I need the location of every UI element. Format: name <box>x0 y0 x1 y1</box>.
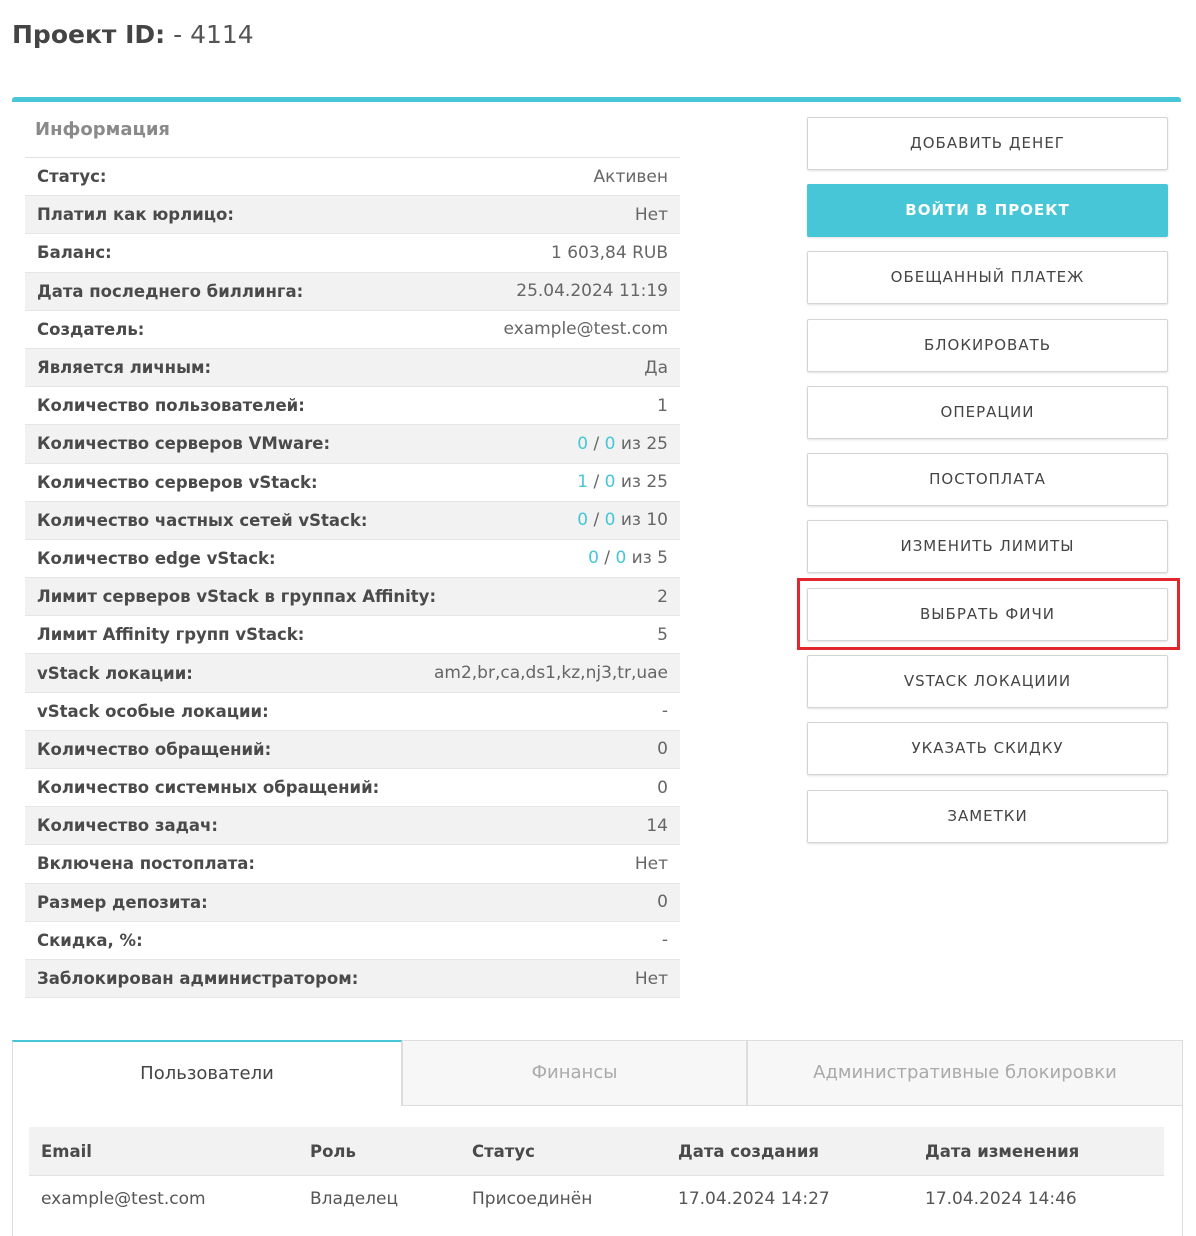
info-value <box>577 510 668 530</box>
info-label: Количество задач: <box>37 816 218 836</box>
info-value <box>577 434 668 454</box>
info-label: Размер депозита: <box>37 892 208 912</box>
info-row-tickets <box>25 731 680 769</box>
vstack-edge-link-b[interactable]: 0 <box>615 548 627 569</box>
info-label: Скидка, %: <box>37 930 143 950</box>
page-title-label: Проект ID: <box>12 20 166 49</box>
tabs-section <box>12 1040 1183 1236</box>
info-value <box>577 472 668 492</box>
info-label: vStack особые локации: <box>37 701 269 721</box>
tab-admin-blocks[interactable]: Административные блокировки <box>747 1040 1183 1106</box>
info-value: 0 <box>657 892 668 913</box>
col-status: Статус <box>460 1127 666 1176</box>
info-label: Является личным: <box>37 358 212 378</box>
info-value: 5 <box>657 624 668 645</box>
info-label: Дата последнего биллинга: <box>37 281 304 301</box>
info-heading: Информация <box>25 110 680 158</box>
info-row-personal <box>25 349 680 387</box>
tasks-count-link[interactable]: 14 <box>646 815 668 836</box>
info-value: - <box>661 930 668 951</box>
info-label: Статус: <box>37 167 107 187</box>
info-label: Включена постоплата: <box>37 854 256 874</box>
vmware-servers-link-b[interactable]: 0 <box>604 433 616 454</box>
separator: / <box>588 472 605 493</box>
project-id: - 4114 <box>173 20 254 49</box>
info-value: 25.04.2024 11:19 <box>516 281 668 302</box>
add-money-button[interactable]: ДОБАВИТЬ ДЕНЕГ <box>807 117 1168 170</box>
col-role: Роль <box>298 1127 460 1176</box>
info-row-status <box>25 158 680 196</box>
limit-text: из 25 <box>615 433 668 454</box>
info-value: Нет <box>634 204 668 225</box>
info-label: Количество обращений: <box>37 739 272 759</box>
promised-payment-button[interactable]: ОБЕЩАННЫЙ ПЛАТЕЖ <box>807 251 1168 304</box>
page-title <box>12 20 254 49</box>
info-value: 1 603,84 RUB <box>550 242 668 263</box>
table-header-row <box>29 1127 1164 1176</box>
info-value: Активен <box>593 166 668 187</box>
limit-text: из 25 <box>615 472 668 493</box>
info-value: Нет <box>634 968 668 989</box>
block-button[interactable]: БЛОКИРОВАТЬ <box>807 319 1168 372</box>
info-row-vstack-edge <box>25 540 680 578</box>
separator: / <box>588 433 605 454</box>
tickets-count-link[interactable]: 0 <box>657 739 668 760</box>
info-label: Количество пользователей: <box>37 396 305 416</box>
vstack-networks-link-a[interactable]: 0 <box>577 510 589 531</box>
info-label: Заблокирован администратором: <box>37 969 359 989</box>
limit-text: из 5 <box>626 548 668 569</box>
info-label: Количество серверов VMware: <box>37 434 331 454</box>
vstack-servers-link-a[interactable]: 1 <box>577 472 589 493</box>
operations-button[interactable]: ОПЕРАЦИИ <box>807 386 1168 439</box>
enter-project-button[interactable]: ВОЙТИ В ПРОЕКТ <box>807 184 1168 237</box>
info-row-affinity-server-limit <box>25 578 680 616</box>
user-status: Присоединён <box>472 1189 593 1209</box>
info-label: Лимит серверов vStack в группах Affinity: <box>37 587 437 607</box>
select-features-highlight <box>797 578 1180 650</box>
user-modified: 17.04.2024 14:46 <box>925 1189 1077 1209</box>
info-row-vstack-networks <box>25 502 680 540</box>
info-row-deposit <box>25 884 680 922</box>
info-label: Платил как юрлицо: <box>37 205 234 225</box>
tab-users[interactable]: Пользователи <box>12 1040 402 1106</box>
user-email-link[interactable]: example@test.com <box>41 1189 206 1209</box>
separator: / <box>598 548 616 569</box>
vmware-servers-link-a[interactable]: 0 <box>577 433 589 454</box>
info-value: 2 <box>657 586 668 607</box>
separator: / <box>588 510 605 531</box>
info-row-balance <box>25 234 680 272</box>
info-row-last-billing <box>25 273 680 311</box>
postpaid-button[interactable]: ПОСТОПЛАТА <box>807 453 1168 506</box>
vstack-servers-link-b[interactable]: 0 <box>604 472 616 493</box>
info-value <box>588 548 668 568</box>
info-value: Да <box>644 357 668 378</box>
info-value: Нет <box>634 853 668 874</box>
change-limits-button[interactable]: ИЗМЕНИТЬ ЛИМИТЫ <box>807 520 1168 573</box>
info-label: Количество системных обращений: <box>37 778 380 798</box>
tab-bar <box>12 1040 1183 1106</box>
info-row-vmware-servers <box>25 425 680 463</box>
top-accent-bar <box>12 97 1181 102</box>
limit-text: из 10 <box>615 510 668 531</box>
info-row-vstack-servers <box>25 464 680 502</box>
info-row-postpaid <box>25 845 680 883</box>
user-role: Владелец <box>310 1189 399 1209</box>
table-row <box>29 1176 1164 1223</box>
set-discount-button[interactable]: УКАЗАТЬ СКИДКУ <box>807 722 1168 775</box>
info-rows <box>25 158 680 998</box>
info-row-system-tickets <box>25 769 680 807</box>
info-row-vstack-special-locations <box>25 693 680 731</box>
vstack-locations-button[interactable]: VSTACK ЛОКАЦИИИ <box>807 655 1168 708</box>
col-email: Email <box>29 1127 298 1176</box>
col-created: Дата создания <box>666 1127 913 1176</box>
info-label: Лимит Affinity групп vStack: <box>37 625 305 645</box>
info-panel <box>25 110 680 998</box>
info-value: am2,br,ca,ds1,kz,nj3,tr,uae <box>433 663 668 684</box>
tab-panel-users <box>12 1106 1183 1236</box>
select-features-button[interactable]: ВЫБРАТЬ ФИЧИ <box>807 588 1168 641</box>
info-row-discount <box>25 922 680 960</box>
info-row-vstack-locations <box>25 654 680 692</box>
vstack-edge-link-a[interactable]: 0 <box>588 548 599 569</box>
info-label: Количество серверов vStack: <box>37 472 318 492</box>
info-row-legal-entity <box>25 196 680 234</box>
system-tickets-count-link[interactable]: 0 <box>657 777 668 798</box>
creator-email-link[interactable]: example@test.com <box>503 319 668 340</box>
col-modified: Дата изменения <box>913 1127 1164 1176</box>
info-value: - <box>661 701 668 722</box>
info-label: Количество частных сетей vStack: <box>37 510 368 530</box>
info-row-users-count <box>25 387 680 425</box>
tab-finance[interactable]: Финансы <box>402 1040 747 1106</box>
user-created: 17.04.2024 14:27 <box>678 1189 830 1209</box>
vstack-networks-link-b[interactable]: 0 <box>604 510 616 531</box>
info-label: Создатель: <box>37 319 145 339</box>
info-label: Количество edge vStack: <box>37 548 276 568</box>
info-row-affinity-group-limit <box>25 616 680 654</box>
info-row-tasks <box>25 807 680 845</box>
notes-button[interactable]: ЗАМЕТКИ <box>807 790 1168 843</box>
info-value: 1 <box>657 395 668 416</box>
info-row-admin-blocked <box>25 960 680 998</box>
users-table <box>29 1127 1164 1222</box>
info-label: vStack локации: <box>37 663 193 683</box>
info-label: Баланс: <box>37 243 112 263</box>
info-row-creator <box>25 311 680 349</box>
